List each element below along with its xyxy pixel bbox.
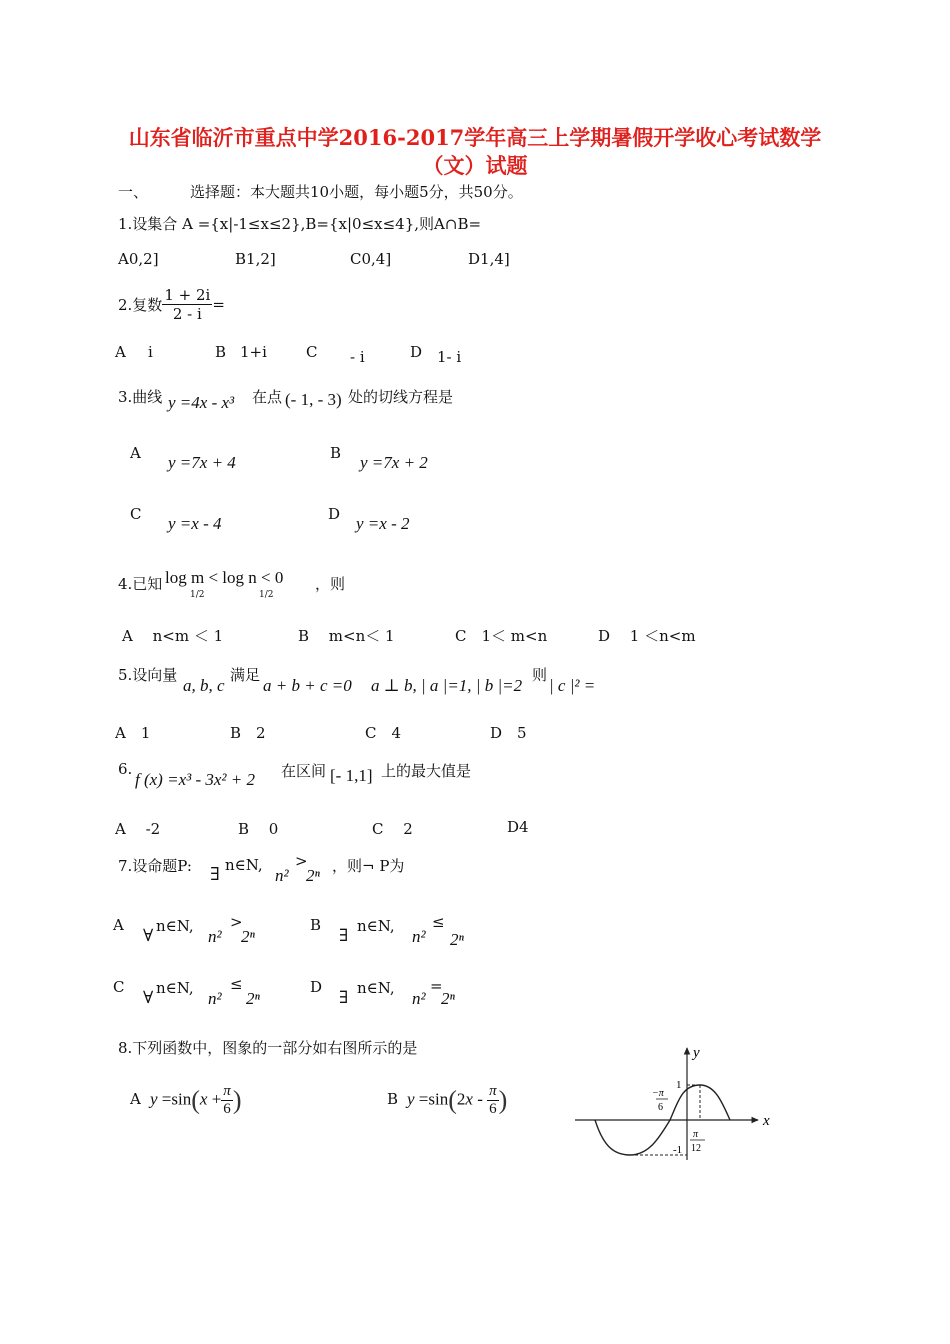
q3-option-c-label: C — [130, 505, 142, 523]
q4-option-d[interactable]: D 1 ＜n<m — [598, 627, 696, 645]
q1-set-a: A ={x|-1≤x≤2} — [182, 215, 301, 233]
q1-option-a[interactable]: A0,2] — [118, 250, 159, 268]
q6-option-d[interactable]: D4 — [507, 818, 529, 836]
q4-option-b[interactable]: B m<n＜ 1 — [298, 627, 395, 645]
q6-function: f (x) =x³ - 3x² + 2 — [135, 770, 255, 789]
q7-option-a-label: A — [113, 916, 124, 934]
q5-option-c[interactable]: C 4 — [365, 724, 402, 742]
x-axis-label: x — [763, 1113, 770, 1129]
q5-mid: 满足 — [230, 666, 261, 684]
q7-option-c-label: C — [113, 978, 125, 996]
q8-option-b[interactable]: y =sin(2x - $\frac{\pi}{6}$ ) — [407, 1083, 508, 1117]
q2-numerator: 1 + 2i — [164, 286, 211, 304]
question-1 — [118, 213, 481, 234]
q7-two-pow-n: 2ⁿ — [306, 866, 320, 885]
q3-point: (- 1, - 3) — [285, 390, 342, 409]
q5-condition-2: a ⊥ b, | a |=1, | b |=2 — [371, 676, 523, 695]
y-axis-label: y — [693, 1045, 700, 1061]
q1-set-b: ,B={x|0≤x≤4} — [300, 215, 415, 233]
q2-option-a[interactable]: i — [148, 343, 153, 361]
q7-option-d-two-pow-n: 2ⁿ — [441, 989, 455, 1008]
q7-option-a-quantifier[interactable]: ∀ — [143, 926, 154, 946]
tick-neg-one: -1 — [673, 1144, 683, 1156]
q4-option-a[interactable]: A n<m ＜ 1 — [122, 627, 224, 645]
q8-sine-graph — [570, 1040, 785, 1165]
q1-stem: 1.设集合 — [118, 215, 178, 233]
q2-denominator: 2 - i — [172, 305, 202, 323]
q7-option-c-relation: ≤ — [230, 975, 243, 993]
q2-option-c[interactable]: - i — [350, 348, 365, 366]
q7-stem: 7.设命题P: — [118, 857, 192, 875]
q7-option-d-quantifier[interactable]: ∃ — [339, 988, 349, 1008]
q7-option-d-n-in-n: n∈N, — [357, 979, 395, 997]
q7-option-c-n-in-n: n∈N, — [156, 979, 194, 997]
q7-option-c-n-squared: n² — [208, 989, 222, 1008]
q7-option-c-quantifier[interactable]: ∀ — [143, 988, 154, 1008]
q7-option-b-quantifier[interactable]: ∃ — [339, 926, 349, 946]
q7-option-a-n-in-n: n∈N, — [156, 917, 194, 935]
q8-stem: 8.下列函数中，图象的一部分如右图所示的是 — [118, 1039, 418, 1057]
q4-stem: 4.已知 — [118, 575, 163, 593]
tick-neg-pi6: −π — [652, 1088, 664, 1099]
q6-stem: 6. — [118, 760, 133, 778]
q3-tail: 处的切线方程是 — [348, 388, 454, 406]
q4-option-c[interactable]: C 1＜ m<n — [455, 627, 548, 645]
q2-tail: = — [212, 295, 225, 314]
q3-option-d[interactable]: y =x - 2 — [356, 514, 410, 533]
q2-fraction — [162, 286, 212, 323]
q1-tail: ,则A∩B= — [414, 215, 482, 233]
q7-option-a-relation: > — [230, 913, 243, 931]
q7-option-b-n-squared: n² — [412, 927, 426, 946]
q2-option-d[interactable]: 1- i — [437, 348, 462, 366]
q1-option-c[interactable]: C0,4] — [350, 250, 392, 268]
q2-option-b-label: B — [215, 343, 227, 361]
q5-option-d[interactable]: D 5 — [490, 724, 527, 742]
q2-option-d-label: D — [410, 343, 423, 361]
question-2 — [118, 286, 225, 323]
tick-one: 1 — [676, 1079, 682, 1091]
q2-option-b[interactable]: 1+i — [240, 343, 267, 361]
q7-option-a-n-squared: n² — [208, 927, 222, 946]
q7-n-in-n: n∈N, — [225, 856, 263, 874]
q7-option-d-label: D — [310, 978, 323, 996]
q3-option-a-label: A — [130, 444, 141, 462]
q7-option-c-two-pow-n: 2ⁿ — [246, 989, 260, 1008]
section-number: 一、 — [118, 183, 149, 201]
q2-option-a-label: A — [115, 343, 126, 361]
q7-n-squared: n² — [275, 866, 289, 885]
q4-base-1: 1/2 — [190, 590, 205, 600]
q5-option-b[interactable]: B 2 — [230, 724, 266, 742]
q8-option-a[interactable]: y =sin(x + $\frac{\pi}{6}$ ) — [150, 1083, 242, 1117]
q1-option-d[interactable]: D1,4] — [468, 250, 510, 268]
q4-expression: log m < log n < 0 — [165, 568, 284, 587]
q3-mid: 在点 — [252, 388, 283, 406]
q7-tail: ，则¬ P为 — [332, 857, 405, 875]
tick-pi12: π — [693, 1129, 699, 1140]
q5-vars: a, b, c — [183, 676, 225, 695]
q6-option-a[interactable]: A -2 — [115, 820, 161, 838]
svg-text:12: 12 — [691, 1143, 701, 1154]
q7-option-a-two-pow-n: 2ⁿ — [241, 927, 255, 946]
q3-option-c[interactable]: y =x - 4 — [168, 514, 222, 533]
q2-stem: 2.复数 — [118, 296, 163, 314]
q7-greater: > — [295, 852, 308, 870]
q3-option-b[interactable]: y =7x + 2 — [360, 453, 428, 472]
q2-option-c-label: C — [306, 343, 318, 361]
q3-option-a[interactable]: y =7x + 4 — [168, 453, 236, 472]
q5-tail: 则 — [532, 666, 548, 684]
q6-mid: 在区间 — [281, 762, 327, 780]
q5-stem: 5.设向量 — [118, 666, 178, 684]
q3-curve: y =4x - x³ — [168, 393, 235, 412]
q7-option-b-relation: ≤ — [432, 913, 445, 931]
q4-base-2: 1/2 — [259, 590, 274, 600]
q7-option-d-n-squared: n² — [412, 989, 426, 1008]
q7-option-b-two-pow-n: 2ⁿ — [450, 930, 464, 949]
q6-option-b[interactable]: B 0 — [238, 820, 279, 838]
q5-condition-1: a + b + c =0 — [263, 676, 352, 695]
q8-option-a-label: A — [130, 1090, 141, 1108]
q6-interval: [- 1,1] — [330, 766, 373, 785]
q7-option-b-n-in-n: n∈N, — [357, 917, 395, 935]
q3-option-d-label: D — [328, 505, 341, 523]
q6-tail: 上的最大值是 — [381, 762, 472, 780]
q7-option-d-relation: = — [430, 977, 443, 995]
q8-option-b-label: B — [387, 1090, 399, 1108]
q3-stem: 3.曲线 — [118, 388, 163, 406]
page-title-line1: 山东省临沂市重点中学2016-2017学年高三上学期暑假开学收心考试数学 — [128, 125, 822, 150]
q5-option-a[interactable]: A 1 — [115, 724, 151, 742]
q6-option-c[interactable]: C 2 — [372, 820, 413, 838]
q4-tail: ，则 — [315, 575, 346, 593]
svg-text:6: 6 — [658, 1102, 663, 1113]
page-title-line2: （文）试题 — [422, 153, 528, 178]
q1-option-b[interactable]: B1,2] — [235, 250, 276, 268]
q5-target: | c |² = — [549, 676, 596, 695]
section-text: 选择题：本大题共10小题，每小题5分，共50分。 — [190, 183, 523, 201]
q3-option-b-label: B — [330, 444, 342, 462]
q7-exists: ∃ — [210, 864, 220, 885]
q7-option-b-label: B — [310, 916, 322, 934]
